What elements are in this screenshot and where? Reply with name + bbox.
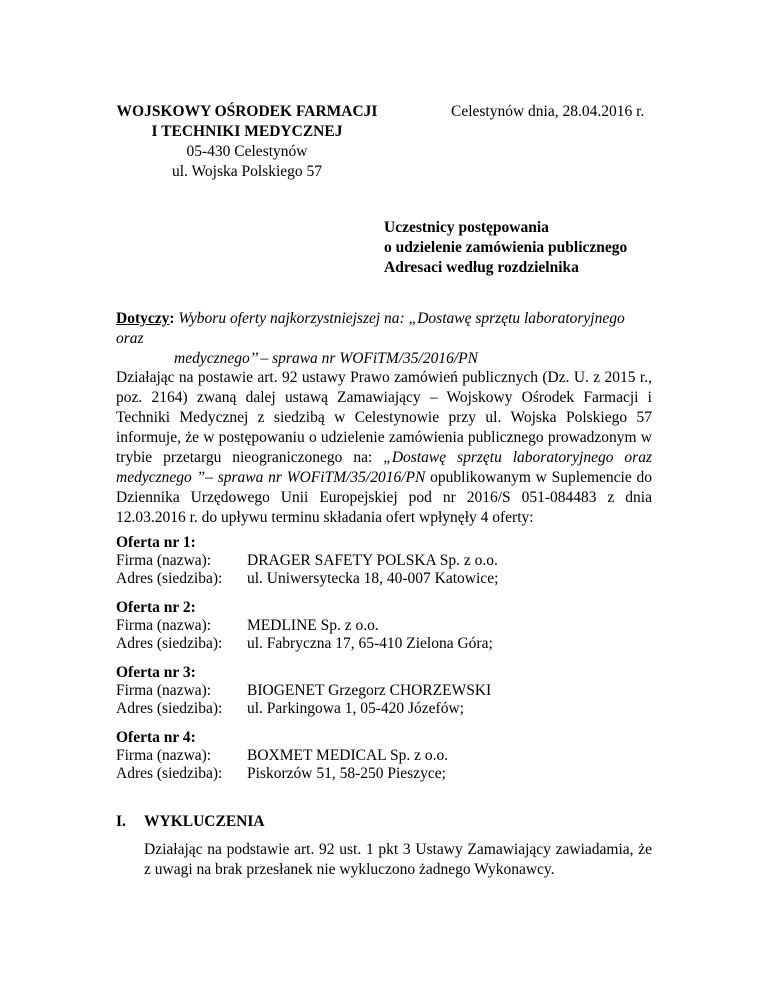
subject-colon: : bbox=[169, 310, 175, 327]
offer-firm: DRAGER SAFETY POLSKA Sp. z o.o. bbox=[247, 552, 498, 569]
sender-street: ul. Wojska Polskiego 57 bbox=[171, 163, 323, 180]
intro-paragraph bbox=[116, 368, 652, 528]
firm-label: Firma (nazwa): bbox=[116, 552, 212, 569]
sender-postal-code: 05-430 Celestynów bbox=[186, 143, 308, 160]
intro-text-part1: Działając na postawie art. 92 ustawy Prawo zamówień publicznych (Dz. U. z 2015 r., poz. 2164) zwaną dalej ustawą Zamawiający – Wojskowy Ośrodek Farmacji i Techniki Medycznej z siedzibą w Celestynowie przy ul. Wojska Polskiego 57 informuje, że w postępowaniu o udzielenie zamówienia publicznego prowadzonym w trybie przetargu nieograniczonego na: bbox=[116, 369, 652, 466]
section-number: I. bbox=[116, 813, 126, 830]
offer-firm: MEDLINE Sp. z o.o. bbox=[247, 617, 379, 634]
offers-list bbox=[116, 534, 656, 794]
recipients-block bbox=[384, 218, 627, 278]
recipients-line1: Uczestnicy postępowania bbox=[384, 219, 549, 236]
firm-label: Firma (nazwa): bbox=[116, 747, 212, 764]
offer-item bbox=[116, 534, 656, 588]
intro-text-italic: „Dostawę sprzętu laboratoryjnego oraz medycznego ”– sprawa nr WOFiTM/35/2016/PN bbox=[116, 449, 652, 486]
firm-label: Firma (nazwa): bbox=[116, 617, 212, 634]
offer-address: ul. Uniwersytecka 18, 40-007 Katowice; bbox=[247, 570, 499, 587]
subject-line1: Wyboru oferty najkorzystniejszej na: „Dostawę sprzętu laboratoryjnego oraz bbox=[116, 310, 625, 347]
offer-firm: BOXMET MEDICAL Sp. z o.o. bbox=[247, 747, 449, 764]
address-label: Adres (siedziba): bbox=[116, 570, 223, 587]
offer-title: Oferta nr 3: bbox=[116, 664, 196, 681]
firm-label: Firma (nazwa): bbox=[116, 682, 212, 699]
section-heading bbox=[116, 812, 265, 832]
offer-item bbox=[116, 729, 656, 783]
section-body: Działając na podstawie art. 92 ust. 1 pkt 3 Ustawy Zamawiający zawiadamia, że z uwagi na brak przesłanek nie wykluczono żadnego Wykonawcy. bbox=[144, 841, 652, 878]
subject-line2: medycznego’’ – sprawa nr WOFiTM/35/2016/PN bbox=[174, 350, 478, 367]
sender-name-line2: I TECHNIKI MEDYCZNEJ bbox=[151, 123, 343, 140]
offer-item bbox=[116, 599, 656, 653]
sender-block bbox=[105, 102, 389, 182]
offer-title: Oferta nr 2: bbox=[116, 599, 196, 616]
document-date: Celestynów dnia, 28.04.2016 r. bbox=[451, 103, 645, 120]
subject-label: Dotyczy bbox=[116, 310, 170, 327]
offer-address: Piskorzów 51, 58-250 Pieszyce; bbox=[247, 765, 446, 782]
intro-text-part2: opublikowanym w Suplemencie do Dziennika Urzędowego Unii Europejskiej pod nr 2016/S 051-084483 z dnia 12.03.2016 r. do upływu terminu składania ofert wpłynęły 4 oferty: bbox=[116, 469, 652, 526]
offer-title: Oferta nr 1: bbox=[116, 534, 196, 551]
offer-item bbox=[116, 664, 656, 718]
sender-name-line1: WOJSKOWY OŚRODEK FARMACJI bbox=[116, 103, 378, 120]
recipients-line3: Adresaci według rozdzielnika bbox=[384, 259, 579, 276]
offer-title: Oferta nr 4: bbox=[116, 729, 196, 746]
address-label: Adres (siedziba): bbox=[116, 635, 223, 652]
offer-address: ul. Fabryczna 17, 65-410 Zielona Góra; bbox=[247, 635, 493, 652]
offer-address: ul. Parkingowa 1, 05-420 Józefów; bbox=[247, 700, 464, 717]
subject-block bbox=[116, 309, 652, 369]
recipients-line2: o udzielenie zamówienia publicznego bbox=[384, 239, 628, 256]
offer-firm: BIOGENET Grzegorz CHORZEWSKI bbox=[247, 682, 492, 699]
address-label: Adres (siedziba): bbox=[116, 765, 223, 782]
section-title: WYKLUCZENIA bbox=[144, 813, 265, 830]
address-label: Adres (siedziba): bbox=[116, 700, 223, 717]
